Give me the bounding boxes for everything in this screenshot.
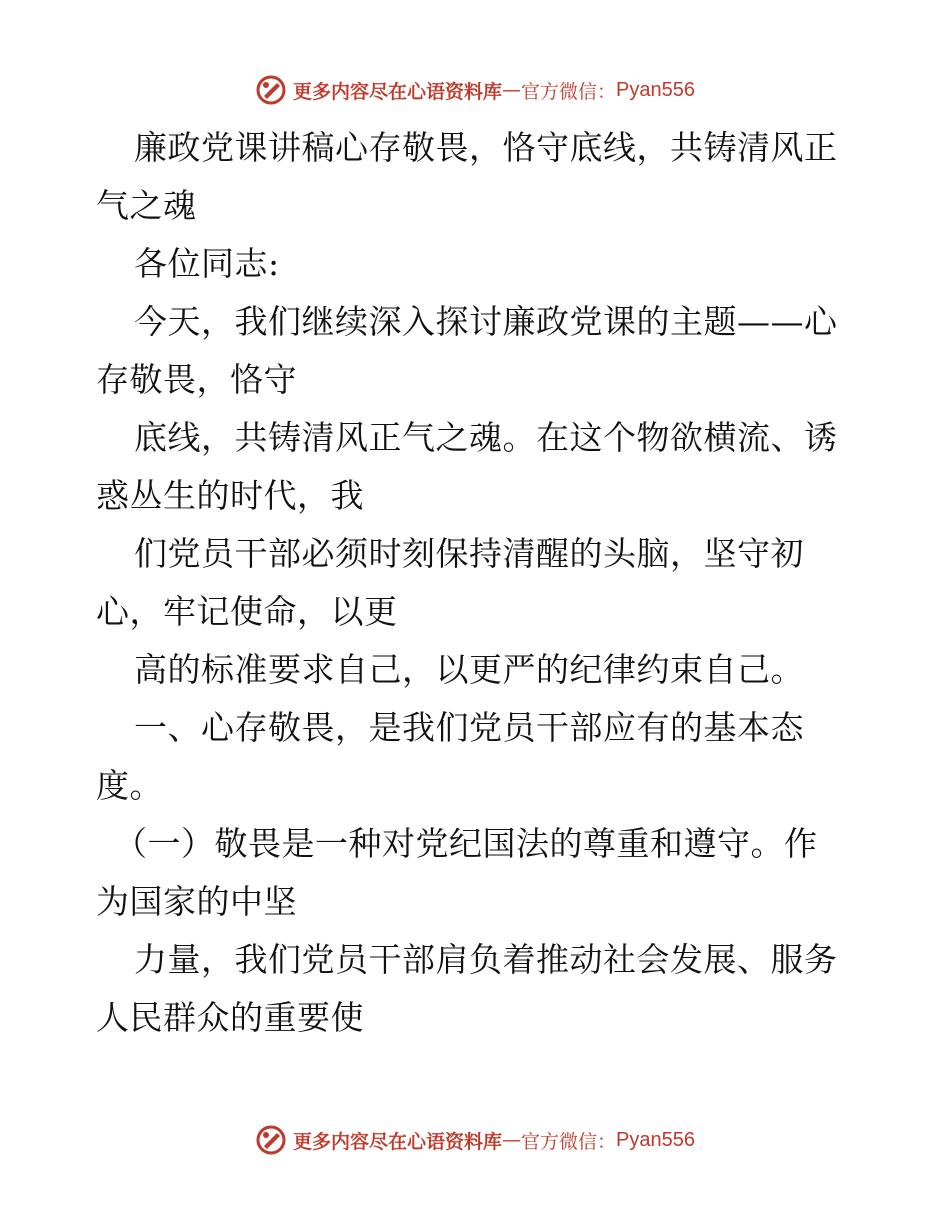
- watermark-sub-text: 官方微信：: [521, 80, 617, 103]
- paragraph-line: 存敬畏，恪守: [96, 360, 297, 399]
- watermark-id: Pyan556: [616, 78, 695, 101]
- title-line-1: 廉政党课讲稿心存敬畏，恪守底线，共铸清风正: [134, 128, 838, 167]
- paragraph-line: 们党员干部必须时刻保持清醒的头脑，坚守初: [134, 534, 804, 573]
- subsection-line: 为国家的中坚: [96, 882, 297, 921]
- watermark-main-text: 更多内容尽在心语资料库: [293, 80, 503, 103]
- title-line-2: 气之魂: [96, 186, 197, 225]
- header-watermark: [0, 70, 950, 110]
- paragraph-line: 心，牢记使命，以更: [96, 592, 398, 631]
- logo-icon: [255, 74, 287, 106]
- footer-watermark: [0, 1120, 950, 1160]
- paragraph-line: 人民群众的重要使: [96, 998, 364, 1037]
- greeting-line: 各位同志:: [134, 244, 280, 283]
- paragraph-line: 惑丛生的时代，我: [96, 476, 364, 515]
- watermark-dash: —: [502, 79, 522, 101]
- section-heading-line: 度。: [96, 766, 163, 805]
- watermark-dash: —: [502, 1129, 522, 1151]
- paragraph-line: 高的标准要求自己，以更严的纪律约束自己。: [134, 650, 804, 689]
- watermark-main-text: 更多内容尽在心语资料库: [293, 1130, 503, 1153]
- watermark-sub-text: 官方微信：: [521, 1130, 617, 1153]
- paragraph-line: 力量，我们党员干部肩负着推动社会发展、服务: [134, 940, 838, 979]
- logo-icon: [255, 1124, 287, 1156]
- paragraph-line: 今天，我们继续深入探讨廉政党课的主题——心: [134, 302, 838, 341]
- paragraph-line: 底线，共铸清风正气之魂。在这个物欲横流、诱: [134, 418, 838, 457]
- subsection-line: （一）敬畏是一种对党纪国法的尊重和遵守。作: [114, 824, 818, 863]
- section-heading-line: 一、心存敬畏，是我们党员干部应有的基本态: [134, 708, 804, 747]
- document-body: [96, 119, 856, 1047]
- watermark-id: Pyan556: [616, 1128, 695, 1151]
